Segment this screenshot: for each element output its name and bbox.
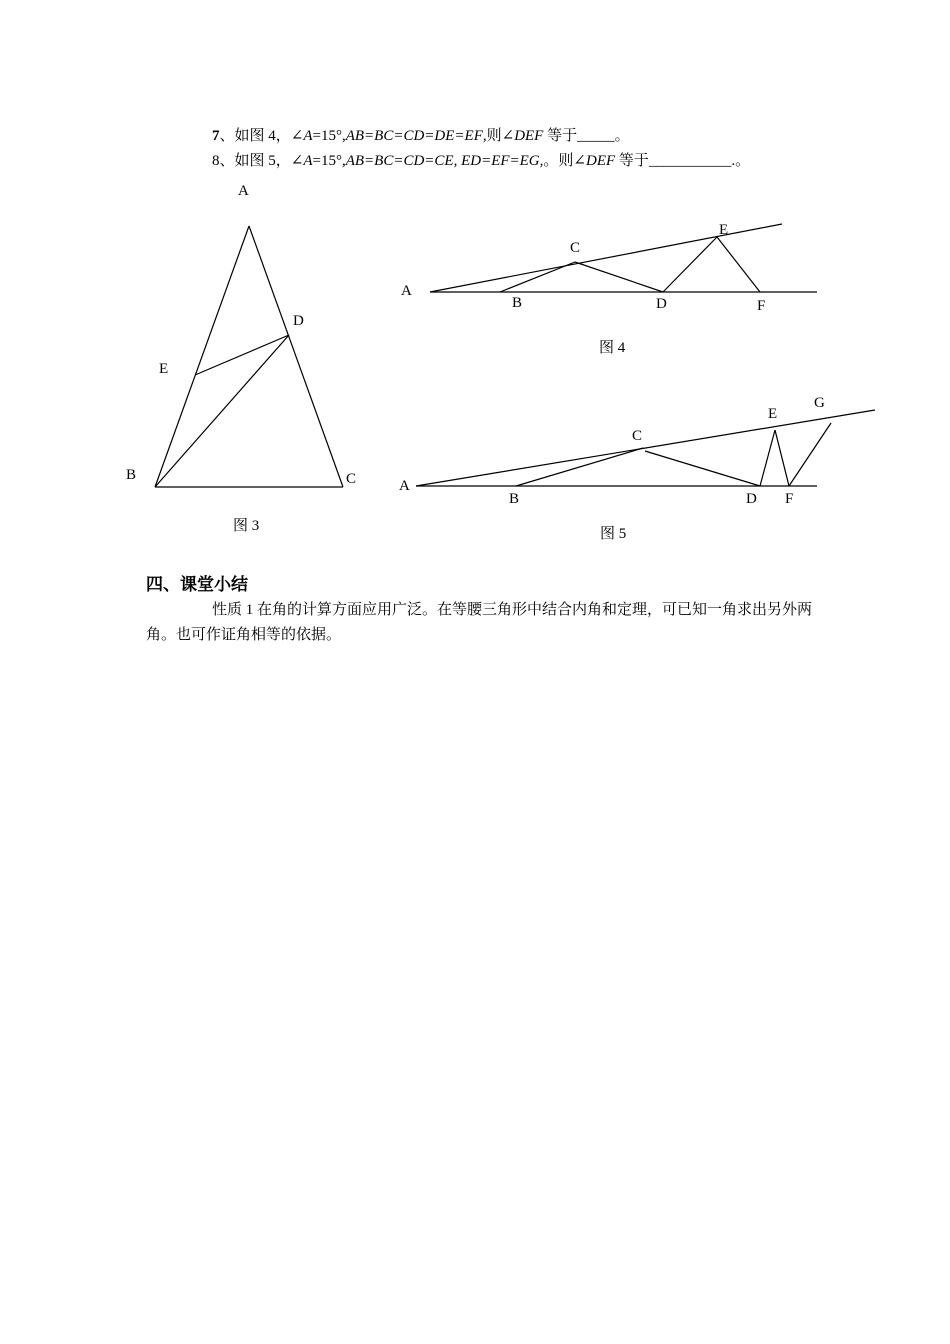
question-7-number: 7 [212,128,220,144]
fig4-label-d: D [656,296,667,312]
question-7-intro: 、如图 4，∠ [219,128,304,144]
fig4-caption: 图 4 [599,340,626,356]
fig5-label-e: E [768,406,778,422]
fig3-label-b: B [126,467,137,483]
fig4-label-c: C [570,240,581,256]
fig4-upper-ray [430,224,782,292]
fig3-segment-bd [155,335,289,487]
fig4-segment-cd [575,262,663,292]
question-8-angle-vertex: A [303,153,313,169]
fig3-segment-ac [249,226,343,487]
fig5-label-f: F [785,491,794,507]
fig5-label-c: C [632,428,643,444]
question-7-angle-vertex: A [303,128,313,144]
fig5-segment-cd [645,451,760,486]
fig5-label-g: G [814,395,825,411]
figure-3 [126,183,356,534]
fig3-label-e: E [159,361,169,377]
fig5-label-a: A [399,478,410,494]
question-7-then: ,则∠ [482,128,515,144]
fig5-segment-fg [789,423,831,486]
fig5-segment-ef [775,430,789,486]
question-8-then: 。则∠ [543,153,586,169]
question-8-answer-blank: 等于___________.。 [615,153,751,169]
fig5-caption: 图 5 [600,526,627,542]
figure-5 [399,395,875,542]
fig3-segment-ed [195,335,289,375]
fig5-label-b: B [509,491,520,507]
fig5-segment-de [760,430,775,486]
fig5-upper-ray [416,410,875,486]
question-7-angle-value: =15°, [312,128,346,144]
fig4-segment-bc [500,262,575,292]
fig4-label-f: F [757,298,766,314]
question-8-target-angle: DEF [585,153,616,169]
fig4-segment-ef [717,237,760,292]
summary-paragraph: 性质 1 在角的计算方面应用广泛。在等腰三角形中结合内角和定理，可已知一角求出另外两角。也可作证角相等的依据。 [146,602,813,643]
question-8-equalities: AB=BC=CD=CE, ED=EF=EG, [345,153,544,169]
fig3-label-d: D [293,313,304,329]
fig5-label-d: D [746,491,757,507]
fig4-label-a: A [401,283,412,299]
question-7-answer-blank: 等于_____。 [543,128,630,144]
figure-4 [401,222,817,356]
question-8-number: 8 [212,153,220,169]
fig4-label-b: B [512,295,523,311]
fig3-label-c: C [346,471,357,487]
section-title-summary: 四、课堂小结 [146,575,248,595]
fig3-caption: 图 3 [233,518,260,534]
question-8-intro: 、如图 5，∠ [219,153,304,169]
question-7-target-angle: DEF [514,128,544,144]
question-8-angle-value: =15°, [312,153,346,169]
question-7-equalities: AB=BC=CD=DE=EF [345,128,483,144]
fig3-segment-ab [155,226,249,487]
fig5-segment-bc [516,448,643,486]
fig4-label-e: E [719,222,729,238]
fig3-label-a: A [238,183,249,199]
